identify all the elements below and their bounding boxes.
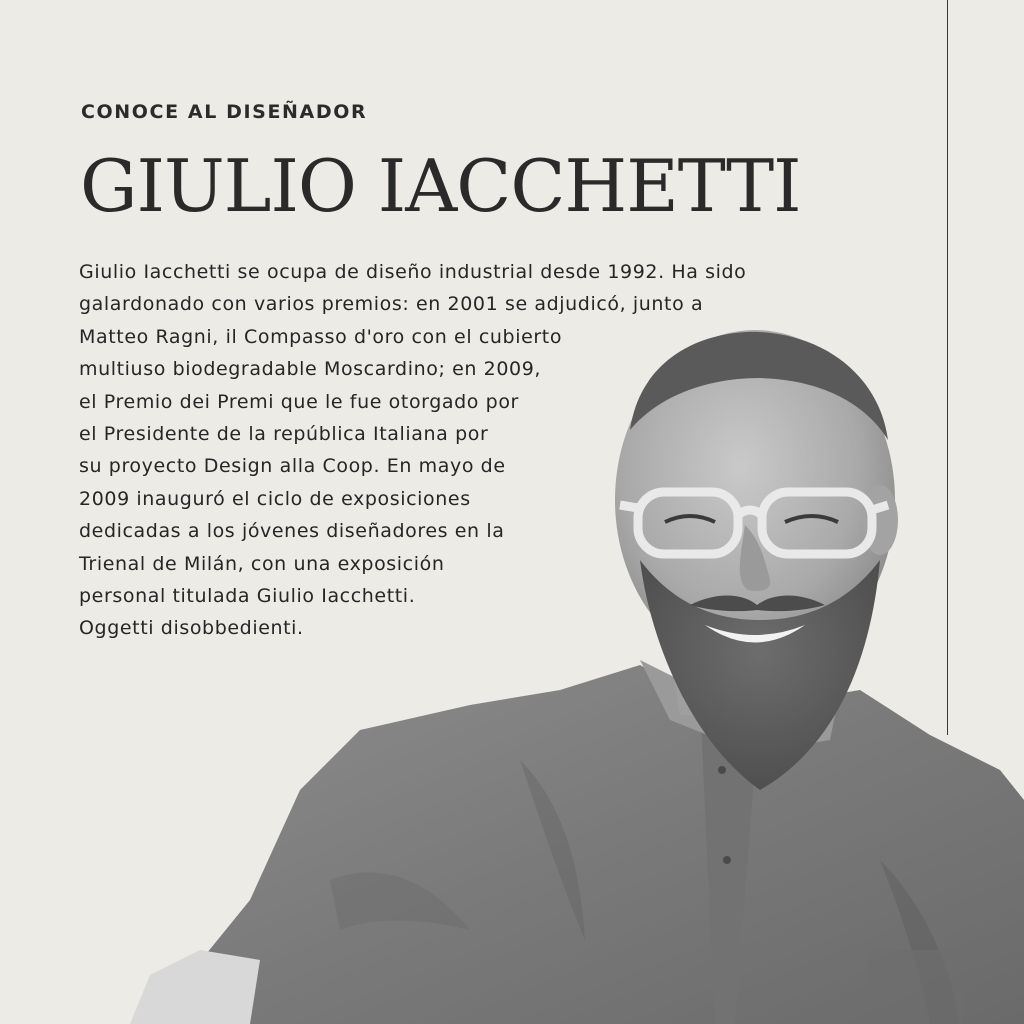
bio-line: Oggetti disobbedienti. bbox=[79, 617, 304, 640]
bio-line: multiuso biodegradable Moscardino; en 2009, bbox=[79, 358, 542, 381]
bio-line: personal titulada Giulio Iacchetti. bbox=[79, 585, 416, 608]
bio-line: Giulio Iacchetti se ocupa de diseño industrial desde 1992. Ha sido bbox=[79, 261, 747, 283]
bio-line: el Premio dei Premi que le fue otorgado por bbox=[79, 390, 519, 413]
bio-line: Matteo Ragni, il Compasso d'oro con el cubierto bbox=[79, 325, 563, 348]
bio-line: Trienal de Milán, con una exposición bbox=[79, 552, 445, 575]
bio-line: dedicadas a los jóvenes diseñadores en la bbox=[79, 520, 505, 543]
bio-line: galardonado con varios premios: en 2001 se adjudicó, junto a bbox=[79, 293, 704, 316]
bio-line: 2009 inauguró el ciclo de exposiciones bbox=[79, 487, 471, 510]
bio-line: su proyecto Design alla Coop. En mayo de bbox=[79, 455, 506, 478]
designer-name-title: GIULIO IACCHETTI bbox=[80, 144, 801, 228]
bio-line: el Presidente de la república Italiana por bbox=[79, 423, 489, 446]
section-eyebrow: CONOCE AL DISEÑADOR bbox=[81, 101, 368, 123]
